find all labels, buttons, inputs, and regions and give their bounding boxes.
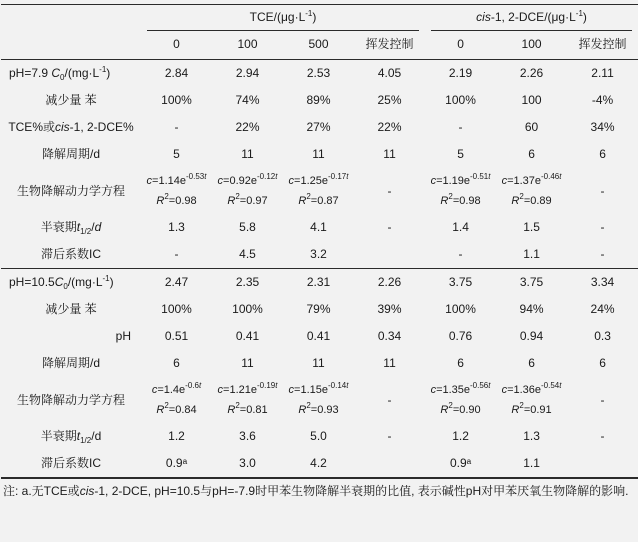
text-segment: R [227,195,236,207]
row-label [1,241,141,269]
data-cell: 74% [235,93,260,107]
text-segment: t [76,220,81,234]
data-cell: 4.5 [239,247,256,261]
data-cell [283,377,354,423]
superscript-text: -0.19 [256,381,276,390]
text-segment: 生物降解动力学方程 [16,392,125,407]
data-cell: 100% [445,93,476,107]
text-segment: =0.84 [168,404,197,416]
equation-line [141,380,212,400]
sub-header-row [1,31,638,60]
equation-line [496,171,567,191]
row-label [1,450,141,478]
data-cell: 94% [519,302,544,316]
superscript-text: -0.12 [256,172,276,181]
data-cell [354,450,425,478]
text-segment: =0.91 [523,404,552,416]
table-row [1,60,638,88]
superscript-text: 2 [235,401,240,410]
column-group-header [425,5,638,32]
superscript-text: t [275,381,278,390]
superscript-text: -0.54 [541,381,560,390]
data-cell: 1.2 [452,429,469,443]
data-cell: - [600,220,605,234]
table-row [1,214,638,241]
text-segment: R [298,195,307,207]
text-segment: c [146,175,153,187]
data-cell: 1.3 [523,429,540,443]
text-segment: =1.25e [294,175,328,187]
data-cell: 11 [241,356,254,370]
data-cell [567,450,638,478]
data-cell: 1.4 [452,220,469,234]
row-label [1,269,141,297]
text-segment: C [51,66,61,80]
data-cell: 6 [599,356,606,370]
table-row [1,450,638,478]
table-row [1,350,638,377]
superscript-text: 2 [306,192,311,201]
text-segment: c [217,175,224,187]
data-cell: - [600,247,605,261]
table-row [1,423,638,450]
text-segment: =0.98 [168,195,197,207]
equation-line [425,171,496,191]
superscript-text: 2 [235,192,240,201]
superscript-text: 2 [519,401,524,410]
subscript-text: 0 [63,282,68,291]
text-segment: c [151,384,158,396]
data-cell: 100 [521,93,542,107]
text-segment: c [288,175,295,187]
superscript-text: -1 [102,274,110,283]
text-segment: TCE/(μg·L [249,10,306,24]
equation-line [141,191,212,211]
data-cell: 11 [241,147,254,161]
superscript-text: t [488,381,491,390]
data-cell: 6 [528,147,535,161]
text-segment: R [511,404,520,416]
data-cell [141,168,212,214]
data-cell: 3.34 [567,269,638,297]
column-header: 挥发控制 [354,31,425,60]
data-cell [141,377,212,423]
text-segment: pH [115,329,131,343]
table-row [1,323,638,350]
equation-line [212,171,283,191]
superscript-text: 2 [448,401,453,410]
data-cell: 0.9ᵃ [165,456,188,470]
data-cell: 2.53 [306,66,331,80]
text-segment: ) [582,10,587,24]
text-segment: =1.15e [294,384,328,396]
text-segment: ) [312,10,317,24]
equation-line [496,380,567,400]
table-row [1,114,638,141]
text-segment: / [91,220,95,234]
data-cell: 4.05 [377,66,402,80]
superscript-text: -0.17 [327,172,347,181]
text-segment: -1, 2-DCE, pH=10.5与pH=-7.9时甲苯生物降解半衰期的比值, 表示碱性pH对甲苯厌氧生物降解的影响. [94,484,629,498]
table-header [1,5,638,60]
text-segment: 降解周期/d [41,147,100,161]
data-cell: - [600,392,605,407]
data-cell: - [387,183,392,198]
text-segment: =1.37e [507,175,542,187]
data-cell: 0.41 [235,329,260,343]
superscript-text: t [204,172,207,181]
data-cell: 1.2 [168,429,185,443]
subscript-text: 1/2 [80,227,92,236]
row-label [1,87,141,114]
data-cell: 2.26 [519,66,544,80]
data-cell [212,168,283,214]
column-header: 0 [425,31,496,60]
data-cell: 2.47 [141,269,212,297]
equation-line [141,171,212,191]
superscript-text: -0.14 [327,381,347,390]
superscript-text: 2 [306,401,311,410]
equation-line [425,191,496,211]
equation-line [141,400,212,420]
data-cell: -4% [591,93,614,107]
data-cell: 100% [445,302,476,316]
text-segment: =0.81 [239,404,268,416]
text-segment: =1.19e [436,175,471,187]
data-cell [354,241,425,269]
text-segment: c [217,384,224,396]
data-cell: 22% [235,120,260,134]
row-label [1,60,141,88]
table-row [1,87,638,114]
data-cell [496,168,567,214]
table-body [1,60,638,479]
text-segment: -1, 2-DCE/(μg·L [490,10,576,24]
table-row [1,296,638,323]
data-cell: - [600,429,605,443]
data-cell: 1.1 [523,456,540,470]
data-cell: - [387,392,392,407]
table-footnote [1,479,637,500]
text-segment: c [501,384,508,396]
text-segment: =0.98 [452,195,481,207]
data-cell: 3.75 [425,269,496,297]
superscript-text: 2 [164,401,169,410]
data-cell: 11 [383,147,396,161]
text-segment: =1.4e [157,384,186,396]
row-label [1,350,141,377]
data-cell: 1.3 [168,220,185,234]
text-segment: cis [476,10,491,24]
text-segment: R [156,195,165,207]
superscript-text: -0.51 [470,172,489,181]
equation-line [496,191,567,211]
data-cell: 22% [377,120,402,134]
text-segment: c [430,175,437,187]
equation-line [212,191,283,211]
superscript-text: -0.6 [185,381,199,390]
column-group-label [431,6,632,31]
data-cell [283,168,354,214]
data-cell: 3.2 [310,247,327,261]
subscript-text: 0 [60,73,65,82]
data-cell: 24% [590,302,615,316]
text-segment: =0.87 [310,195,339,207]
superscript-text: 2 [164,192,169,201]
equation-line [212,380,283,400]
data-cell: 4.2 [310,456,327,470]
equation-line [425,400,496,420]
column-header: 0 [141,31,212,60]
data-cell: 2.19 [448,66,473,80]
text-segment: 滞后系数IC [40,247,101,261]
superscript-text: t [198,381,202,390]
data-cell: 100% [161,93,192,107]
superscript-text: t [488,172,491,181]
data-cell: 100% [161,302,192,316]
superscript-text: t [559,381,562,390]
text-segment: R [227,404,236,416]
data-cell: 2.35 [212,269,283,297]
row-label [1,114,141,141]
data-cell: 6 [457,356,464,370]
data-cell: - [458,120,463,134]
data-cell [496,377,567,423]
column-group-label [147,6,419,31]
data-cell: 3.75 [496,269,567,297]
text-segment: TCE%或 [8,120,55,134]
data-cell: 6 [173,356,180,370]
text-segment: 减少量 苯 [45,302,97,316]
text-segment: R [298,404,307,416]
equation-line [212,400,283,420]
equation-line [496,400,567,420]
text-segment: c [288,384,295,396]
text-segment: C [54,275,64,289]
text-segment: cis [79,484,95,498]
column-group-row [1,5,638,32]
equation-line [283,380,354,400]
superscript-text: -0.53 [185,172,205,181]
data-cell: 39% [377,302,402,316]
column-group-header [141,5,425,32]
data-cell: 89% [306,93,331,107]
corner-cell [1,5,141,32]
column-header: 500 [283,31,354,60]
equation-line [283,171,354,191]
text-segment: =0.93 [310,404,339,416]
data-cell: 2.84 [164,66,189,80]
data-cell: 6 [528,356,535,370]
data-cell: 0.3 [594,329,611,343]
text-segment: 半衰期 [40,220,77,234]
data-cell: 5 [457,147,464,161]
text-segment: =1.21e [223,384,257,396]
data-cell: - [600,183,605,198]
data-cell: 2.26 [354,269,425,297]
text-segment: 降解周期/d [41,356,100,370]
data-cell: - [174,120,179,134]
text-segment: ) [109,275,114,289]
data-cell: 0.9ᵃ [449,456,472,470]
data-cell: - [387,429,392,443]
row-label [1,168,141,214]
superscript-text: 2 [448,192,453,201]
row-label [1,296,141,323]
data-cell: - [458,247,463,261]
text-segment: =1.36e [507,384,542,396]
row-label [1,377,141,423]
text-segment: c [501,175,508,187]
text-segment: 生物降解动力学方程 [16,183,125,198]
text-segment: d [94,220,102,234]
text-segment: 半衰期 [40,429,77,443]
text-segment: /(mg·L [67,275,103,289]
data-cell: 1.5 [523,220,540,234]
text-segment: =0.89 [523,195,552,207]
text-segment: =0.90 [452,404,481,416]
equation-line [283,400,354,420]
degradation-results-table [1,4,638,479]
superscript-text: -1 [305,9,313,18]
text-segment: pH=7.9 [9,66,52,80]
superscript-text: 2 [519,192,524,201]
equation-line [425,380,496,400]
text-segment: =0.92e [223,175,257,187]
data-cell: 0.76 [448,329,473,343]
data-cell: 3.6 [239,429,256,443]
data-cell: 6 [599,147,606,161]
data-cell [425,168,496,214]
superscript-text: -0.46 [541,172,560,181]
data-cell: 4.1 [310,220,327,234]
row-label [1,214,141,241]
data-cell: 79% [306,302,331,316]
data-cell: 11 [383,356,396,370]
text-segment: cis [54,120,70,134]
text-segment: 注: a.无TCE或 [3,484,80,498]
text-segment: ) [106,66,111,80]
data-cell: 2.31 [283,269,354,297]
text-segment: R [156,404,165,416]
data-cell: 60 [524,120,539,134]
data-cell: 34% [590,120,615,134]
table-row [1,168,638,214]
text-segment: 滞后系数IC [40,456,101,470]
data-cell: 5.8 [239,220,256,234]
data-cell [212,377,283,423]
column-header: 100 [212,31,283,60]
data-cell: 0.41 [306,329,331,343]
text-segment: 减少量 苯 [45,93,97,107]
row-label [1,323,141,350]
corner-cell [1,31,141,60]
superscript-text: -1 [575,9,583,18]
text-segment: t [76,429,81,443]
data-cell: 5 [173,147,180,161]
column-header: 挥发控制 [567,31,638,60]
superscript-text: -0.56 [470,381,489,390]
data-cell [425,377,496,423]
text-segment: /d [91,429,102,443]
data-cell: 27% [306,120,331,134]
row-label [1,423,141,450]
table-row [1,269,638,297]
table-row [1,241,638,269]
data-cell: 11 [312,147,325,161]
data-cell: 0.34 [377,329,402,343]
data-cell: 25% [377,93,402,107]
text-segment: R [440,404,449,416]
data-cell: 2.11 [591,66,614,80]
data-cell: 2.94 [235,66,260,80]
text-segment: =1.14e [152,175,186,187]
superscript-text: -1 [99,65,107,74]
data-cell: 0.94 [519,329,544,343]
equation-line [283,191,354,211]
data-cell: - [174,247,179,261]
text-segment: -1, 2-DCE% [69,120,134,134]
text-segment: =1.35e [436,384,471,396]
subscript-text: 1/2 [80,436,92,445]
data-cell: 100% [232,302,263,316]
data-cell: 3.0 [239,456,256,470]
superscript-text: t [346,381,349,390]
data-cell: 11 [312,356,325,370]
superscript-text: t [559,172,562,181]
superscript-text: t [275,172,278,181]
table-row [1,141,638,168]
text-segment: pH=10.5 [9,275,55,289]
text-segment: =0.97 [239,195,268,207]
row-label [1,141,141,168]
text-segment: R [440,195,449,207]
text-segment: c [430,384,437,396]
superscript-text: t [346,172,349,181]
data-cell: - [387,220,392,234]
table-row [1,377,638,423]
data-cell: 1.1 [523,247,540,261]
column-header: 100 [496,31,567,60]
text-segment: /(mg·L [64,66,100,80]
data-cell: 0.51 [164,329,189,343]
data-cell: 5.0 [310,429,327,443]
text-segment: R [511,195,520,207]
